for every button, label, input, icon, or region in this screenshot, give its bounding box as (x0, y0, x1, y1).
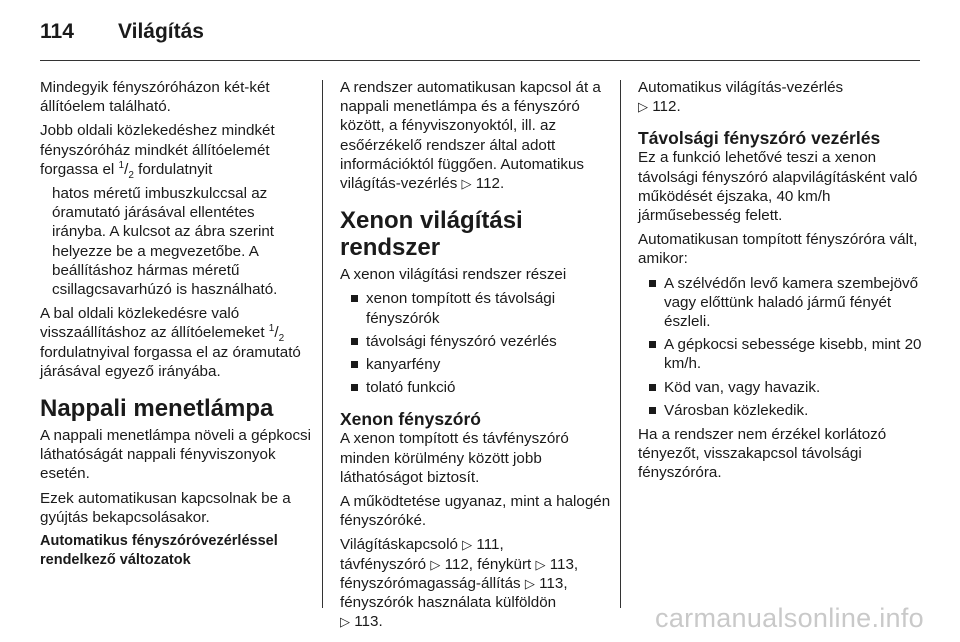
list-item: tolató funkció (340, 378, 612, 397)
subheading: Automatikus fényszóróvezérléssel rendelkező változatok (40, 533, 278, 569)
paragraph: A működtetése ugyanaz, mint a halogén fényszóróké. (340, 493, 611, 530)
page-reference-link[interactable]: 112. (475, 175, 505, 193)
arrow-reference-icon: ▷ (340, 614, 350, 630)
bullet-square-icon (649, 384, 656, 391)
page-reference-link[interactable]: 113, (549, 555, 579, 573)
watermark: carmanualsonline.info (655, 603, 924, 633)
bullet-list (340, 289, 612, 397)
column-divider (620, 80, 621, 608)
chapter-title: Világítás (118, 20, 204, 43)
arrow-reference-icon: ▷ (430, 556, 441, 572)
arrow-reference-icon: ▷ (524, 575, 535, 591)
list-item: xenon tompított és távolsági fényszórók (340, 289, 612, 327)
bullet-square-icon (649, 341, 656, 348)
arrow-reference-icon: ▷ (638, 99, 648, 115)
paragraph: Automatikusan tompított fényszóróra vált, amikor: (638, 231, 918, 268)
paragraph: Ha a rendszer nem érzékel korlátozó tényezőt, visszakapcsol távolsági fényszóróra. (638, 426, 887, 482)
column-divider (322, 80, 323, 608)
header-divider (40, 60, 920, 61)
page-reference-link[interactable]: 113, (539, 574, 568, 592)
paragraph: Mindegyik fényszóróházon két-két állítóelem található. (40, 79, 270, 116)
section-heading-xenon-system: Xenon világítási rendszer (340, 207, 523, 262)
section-heading-daylight: Nappali menetlámpa (40, 395, 274, 423)
section-heading-highbeam: Távolsági fényszóró vezérlés (638, 128, 881, 149)
arrow-reference-icon: ▷ (535, 556, 546, 572)
bullet-square-icon (351, 384, 358, 391)
arrow-reference-icon: ▷ (461, 176, 472, 192)
list-item: kanyarfény (340, 355, 612, 374)
page-number: 114 (40, 20, 74, 43)
paragraph: A rendszer automatikusan kapcsol át a nappali menetlámpa és a fényszóró között, a fényviszonyoktól, ill. az esőérzékelő rendszer által adott információktól függően. Automatikus világítás-vezérlés ▷ 112. (340, 79, 601, 193)
paragraph: Jobb oldali közlekedéshez mindkét fényszóróház mindkét állítóelemét forgassa el $^1/_2$ fordulatnyit (40, 122, 275, 181)
paragraph: Ezek automatikusan kapcsolnak be a gyújtás bekapcsolásakor. (40, 489, 291, 526)
bullet-square-icon (351, 295, 358, 302)
list-item: távolsági fényszóró vezérlés (340, 332, 612, 351)
paragraph: Ez a funkció lehetővé teszi a xenon távolsági fényszóró alapvilágításként való működését éjszaka, 40 km/h járműsebesség felett. (638, 149, 918, 225)
list-item: A szélvédőn levő kamera szembejövő vagy előttünk haladó jármű fényét észleli. (638, 274, 924, 332)
bullet-square-icon (649, 407, 656, 414)
page-reference-link[interactable]: 111, (476, 536, 504, 554)
column-right (638, 78, 924, 488)
page-header (40, 14, 920, 54)
page-reference-link[interactable]: 112, (444, 555, 478, 573)
paragraph: A nappali menetlámpa növeli a gépkocsi láthatóságát nappali fényviszonyok esetén. (40, 427, 312, 483)
paragraph: A xenon tompított és távfényszóró minden körülmény között jobb láthatóságot biztosít. (340, 430, 569, 486)
list-item: Városban közlekedik. (638, 401, 924, 420)
arrow-reference-icon: ▷ (462, 537, 473, 553)
column-left (40, 78, 312, 570)
page-reference-link[interactable]: 112. (652, 98, 681, 116)
list-item: A gépkocsi sebessége kisebb, mint 20 km/h. (638, 335, 924, 373)
page-reference-link[interactable]: 113. (354, 613, 383, 631)
references-paragraph: Világításkapcsoló ▷ 111, távfényszóró ▷ 112, fénykürt ▷ 113, fényszórómagasság-állítás ▷ 113, fényszórók használata külföldön ▷ 113. (340, 536, 579, 631)
list-item: Köd van, vagy havazik. (638, 378, 924, 397)
column-middle (340, 78, 612, 636)
bullet-list (638, 274, 924, 420)
paragraph: A xenon világítási rendszer részei (340, 266, 567, 284)
paragraph: A bal oldali közlekedésre való visszaállításhoz az állítóelemeket $^1/_2$ fordulatnyival forgassa el az óramutató járásával egyező irányába. (40, 305, 301, 380)
bullet-square-icon (351, 338, 358, 345)
bullet-square-icon (351, 361, 358, 368)
paragraph: hatos méretű imbuszkulccsal az óramutató járásával ellentétes irányba. A kulcsot az ábra szerint helyezze be a megvezetőbe. A beállításhoz hármas méretű csillagcsavarhúzó is használható. (52, 185, 278, 299)
section-heading-xenon-lamp: Xenon fényszóró (340, 409, 481, 430)
paragraph: Automatikus világítás-vezérlés ▷ 112. (638, 79, 844, 116)
bullet-square-icon (649, 280, 656, 287)
